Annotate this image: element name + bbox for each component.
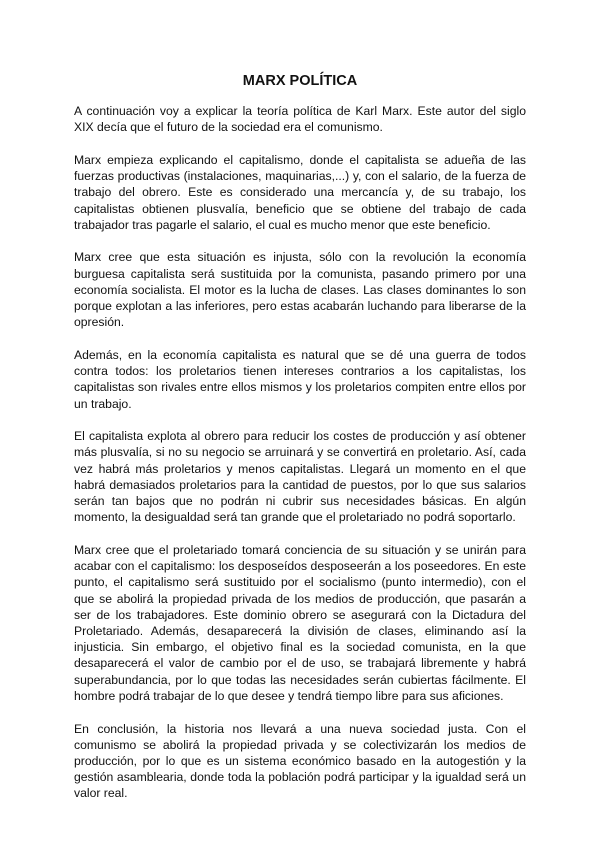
paragraph-competition: Además, en la economía capitalista es natural que se dé una guerra de todos contra todos: los proletarios tienen intereses contrarios a los capitalistas, los capitalistas son rivales entre ellos mismos y los proletarios compiten entre ellos por un trabajo. xyxy=(74,347,526,411)
paragraph-conclusion: En conclusión, la historia nos llevará a una nueva sociedad justa. Con el comunismo se abolirá la propiedad privada y se colectivizarán los medios de producción, por lo que es un sistema económico basado en la autogestión y la gestión asamblearia, donde toda la población podrá participar y la igualdad será un valor real. xyxy=(74,721,526,801)
paragraph-revolution: Marx cree que el proletariado tomará conciencia de su situación y se unirán para acabar con el capitalismo: los desposeídos desposeerán a los poseedores. En este punto, el capitalismo será sustituido por el socialismo (punto intermedio), con el que se abolirá la propiedad privada de los medios de producción, que pasarán a ser de los trabajadores. Este dominio obrero se asegurará con la Dictadura del Proletariado. Además, desaparecerá la división de clases, eliminando así la injusticia. Sin embargo, el objetivo final es la sociedad comunista, en la que desaparecerá el valor de cambio por el de uso, se trabajará libremente y habrá superabundancia, por lo que todas las necesidades serán cubiertas fácilmente. El hombre podrá trabajar de lo que desee y tendrá tiempo libre para sus aficiones. xyxy=(74,542,526,703)
document-page xyxy=(74,72,526,818)
document-title: MARX POLÍTICA xyxy=(242,73,358,89)
paragraph-intro: A continuación voy a explicar la teoría política de Karl Marx. Este autor del siglo XIX decía que el futuro de la sociedad era el comunismo. xyxy=(74,104,526,135)
paragraph-exploitation: El capitalista explota al obrero para reducir los costes de producción y así obtener más plusvalía, si no su negocio se arruinará y se convertirá en proletario. Así, cada vez habrá más proletarios y menos capitalistas. Llegará un momento en el que habrá demasiados proletarios para la cantidad de puestos, por lo que sus salarios serán tan bajos que no podrán ni cubrir sus necesidades básicas. En algún momento, la desigualdad será tan grande que el proletariado no podrá soportarlo. xyxy=(74,429,526,525)
paragraph-capitalism: Marx empieza explicando el capitalismo, donde el capitalista se adueña de las fuerzas productivas (instalaciones, maquinarias,...) y, con el salario, de la fuerza de trabajo del obrero. Este es considerado una mercancía y, de su trabajo, los capitalistas obtienen plusvalía, beneficio que se obtiene del trabajo de cada trabajador tras pagarle el salario, el cual es mucho menor que este beneficio. xyxy=(74,152,526,232)
paragraph-injustice: Marx cree que esta situación es injusta, sólo con la revolución la economía burguesa capitalista será sustituida por la comunista, pasando primero por una economía socialista. El motor es la lucha de clases. Las clases dominantes lo son porque explotan a las inferiores, pero estas acabarán luchando para liberarse de la opresión. xyxy=(74,250,526,330)
